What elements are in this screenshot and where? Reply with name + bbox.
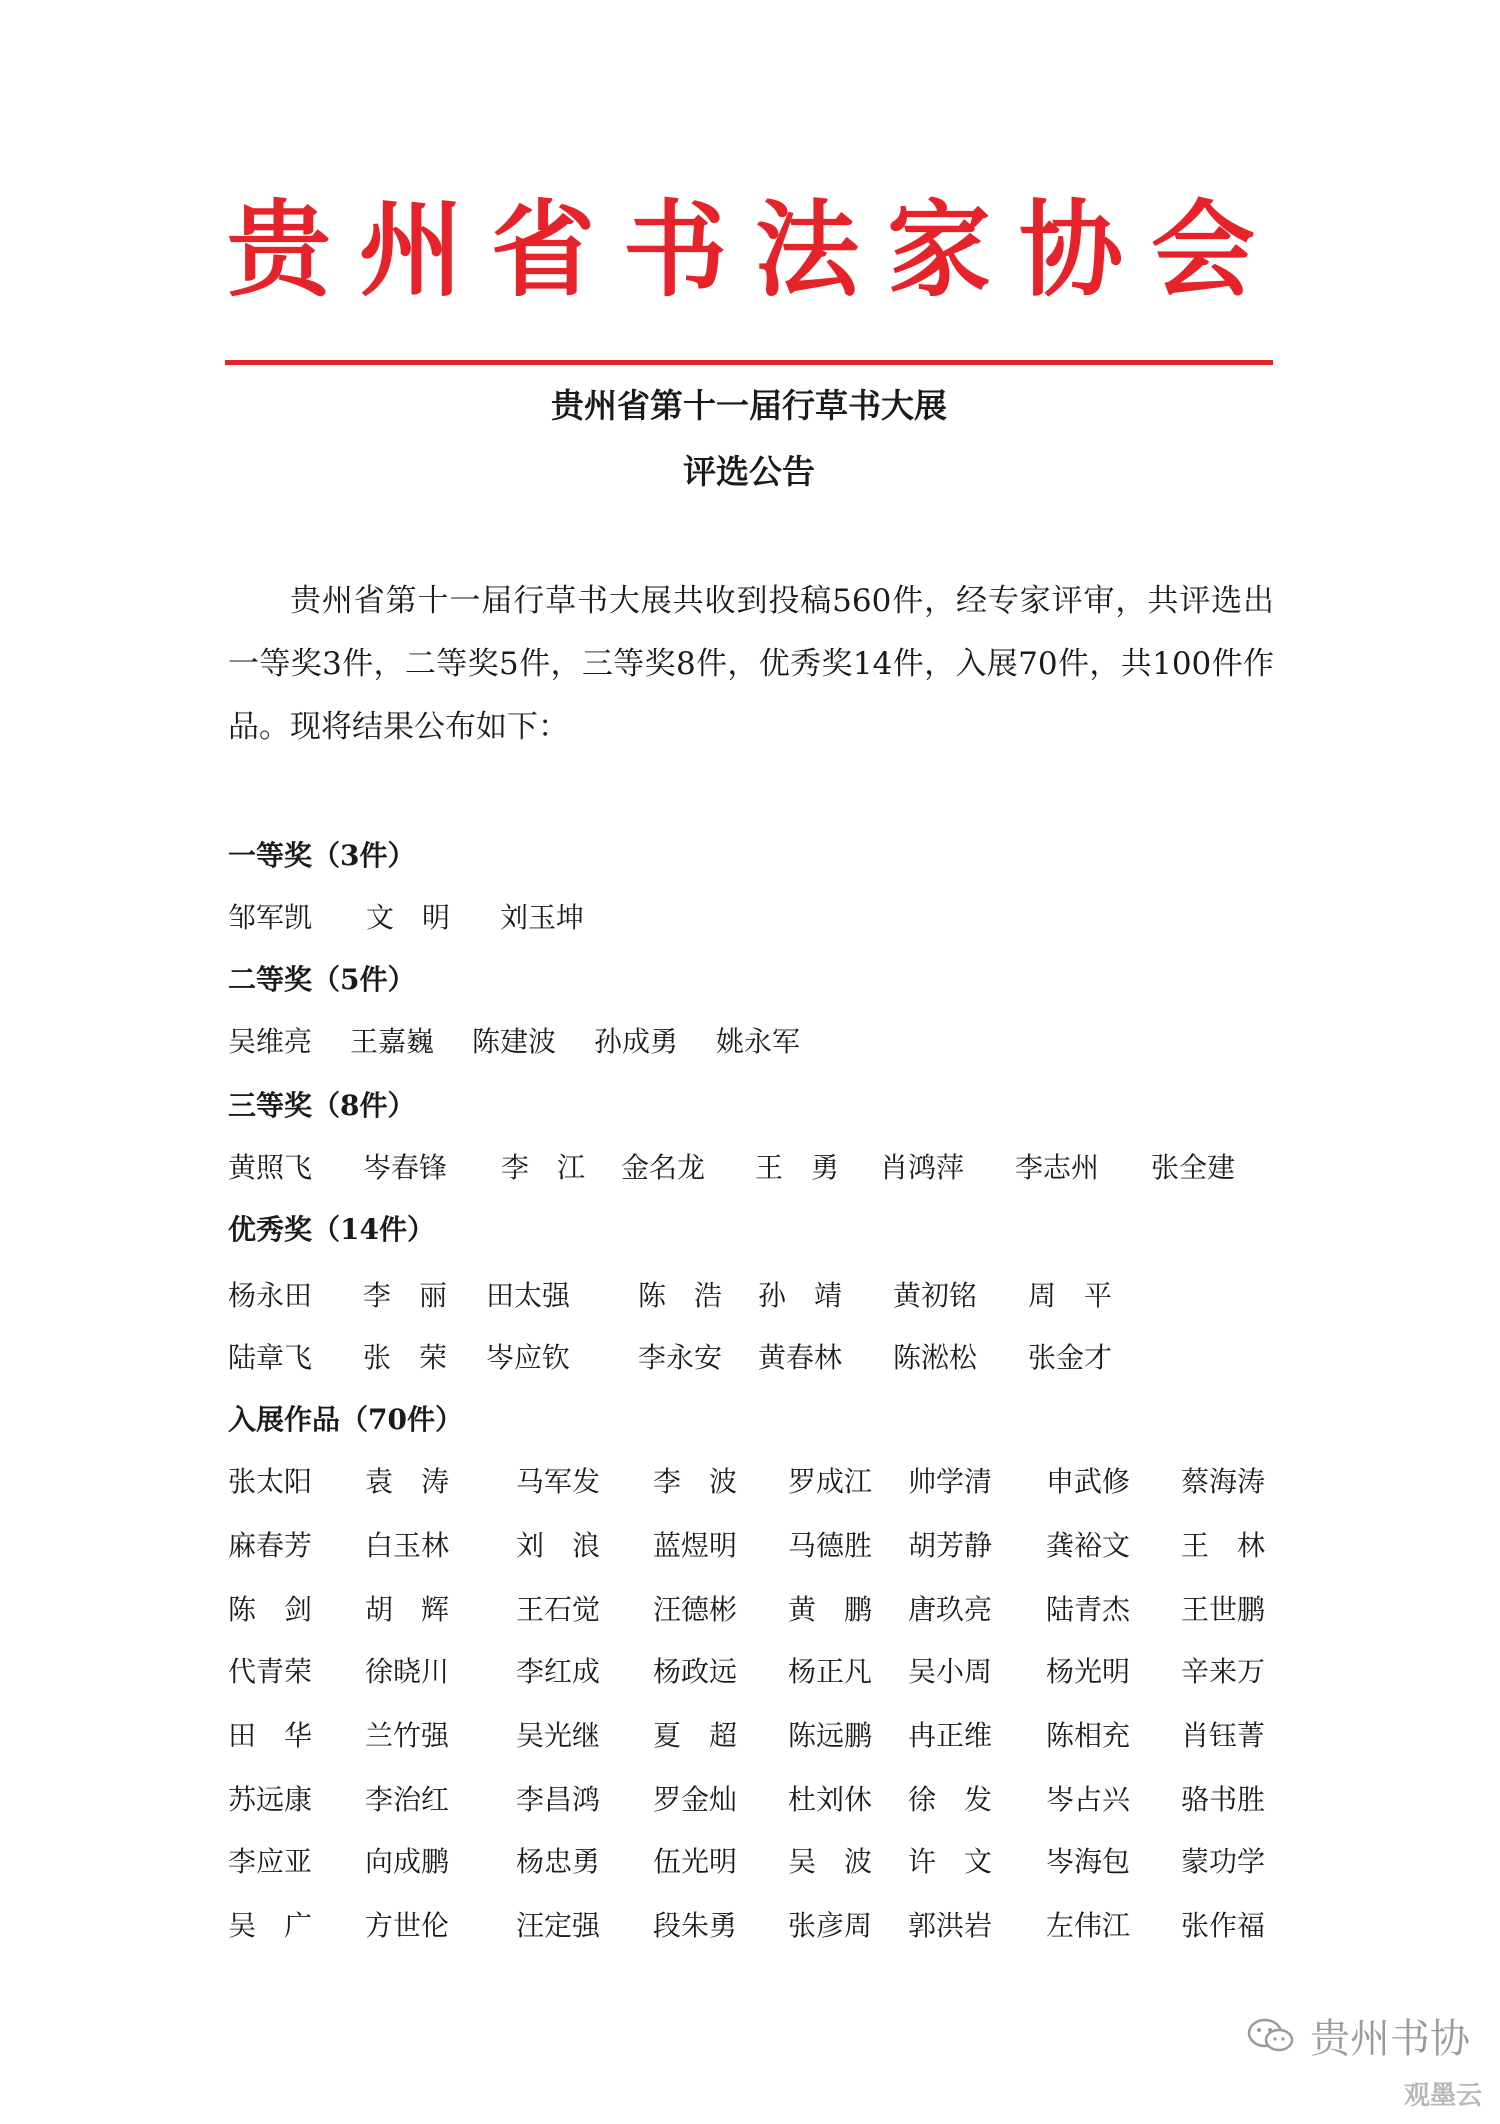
winner-name: 蔡海涛 <box>1181 1465 1266 1498</box>
award-heading-first: 一等奖（3件） <box>228 839 416 872</box>
winner-name: 王世鹏 <box>1181 1593 1266 1626</box>
winner-name: 岑占兴 <box>1046 1783 1131 1816</box>
winner-name: 夏 超 <box>653 1719 738 1752</box>
winner-name: 陈 浩 <box>638 1279 723 1312</box>
winner-name: 胡芳静 <box>908 1529 993 1562</box>
winner-name: 吴光继 <box>516 1719 601 1752</box>
winner-name: 王嘉巍 <box>350 1025 435 1058</box>
winner-name: 杨正凡 <box>788 1655 873 1688</box>
winner-name: 田太强 <box>486 1279 571 1312</box>
winner-name: 肖钰菁 <box>1181 1719 1266 1752</box>
winner-name: 陈建波 <box>472 1025 557 1058</box>
winner-name: 黄 鹏 <box>788 1593 873 1626</box>
award-heading-excellent: 优秀奖（14件） <box>228 1213 435 1246</box>
winner-name: 李 波 <box>653 1465 738 1498</box>
name-row <box>228 1148 1308 1188</box>
winner-name: 陈远鹏 <box>788 1719 873 1752</box>
intro-paragraph <box>228 570 1274 759</box>
winner-name: 杨政远 <box>653 1655 738 1688</box>
winner-name: 李 江 <box>501 1151 586 1184</box>
winner-name: 刘玉坤 <box>500 901 585 934</box>
winner-name: 文 明 <box>366 901 451 934</box>
winner-name: 黄照飞 <box>228 1151 313 1184</box>
winner-name: 张全建 <box>1151 1151 1236 1184</box>
winner-name: 陆青杰 <box>1046 1593 1131 1626</box>
winner-name: 黄春林 <box>758 1341 843 1374</box>
winner-name: 杨光明 <box>1046 1655 1131 1688</box>
winner-name: 黄初铭 <box>893 1279 978 1312</box>
winner-name: 孙成勇 <box>594 1025 679 1058</box>
winner-name: 王 勇 <box>755 1151 840 1184</box>
winner-name: 左伟江 <box>1046 1909 1131 1942</box>
winner-name: 肖鸿萍 <box>880 1151 965 1184</box>
name-row <box>228 1276 1308 1316</box>
winner-name: 吴 波 <box>788 1845 873 1878</box>
winner-name: 吴维亮 <box>228 1025 313 1058</box>
winner-name: 马军发 <box>516 1465 601 1498</box>
winner-name: 吴小周 <box>908 1655 993 1688</box>
winner-name: 蓝煜明 <box>653 1529 738 1562</box>
winner-name: 杜刘休 <box>788 1783 873 1816</box>
winner-name: 陆章飞 <box>228 1341 313 1374</box>
winner-name: 张 荣 <box>363 1341 448 1374</box>
notice-subtitle: 评选公告 <box>683 452 815 491</box>
name-row <box>228 1716 1308 1756</box>
winner-name: 向成鹏 <box>365 1845 450 1878</box>
winner-name: 王 林 <box>1181 1529 1266 1562</box>
name-row <box>228 1780 1308 1820</box>
winner-name: 郭洪岩 <box>908 1909 993 1942</box>
winner-name: 蒙功学 <box>1181 1845 1266 1878</box>
winner-name: 李永安 <box>638 1341 723 1374</box>
winner-name: 袁 涛 <box>365 1465 450 1498</box>
name-row <box>228 1842 1308 1882</box>
winner-name: 陈淞松 <box>893 1341 978 1374</box>
winner-name: 张彦周 <box>788 1909 873 1942</box>
winner-name: 许 文 <box>908 1845 993 1878</box>
winner-name: 刘 浪 <box>516 1529 601 1562</box>
winner-name: 帅学清 <box>908 1465 993 1498</box>
winner-name: 汪德彬 <box>653 1593 738 1626</box>
winner-name: 吴 广 <box>228 1909 313 1942</box>
account-name: 贵州书协 <box>1310 2016 1470 2062</box>
winner-name: 马德胜 <box>788 1529 873 1562</box>
winner-name: 杨忠勇 <box>516 1845 601 1878</box>
winner-name: 伍光明 <box>653 1845 738 1878</box>
winner-name: 张太阳 <box>228 1465 313 1498</box>
notice-title: 贵州省第十一届行草书大展 <box>551 386 947 425</box>
winner-name: 段朱勇 <box>653 1909 738 1942</box>
award-heading-selected: 入展作品（70件） <box>228 1403 463 1436</box>
winner-name: 唐玖亮 <box>908 1593 993 1626</box>
award-heading-second: 二等奖（5件） <box>228 963 416 996</box>
winner-name: 岑春锋 <box>363 1151 448 1184</box>
award-heading-third: 三等奖（8件） <box>228 1089 416 1122</box>
winner-name: 李昌鸿 <box>516 1783 601 1816</box>
winner-name: 麻春芳 <box>228 1529 313 1562</box>
winner-name: 汪定强 <box>516 1909 601 1942</box>
winner-name: 徐 发 <box>908 1783 993 1816</box>
intro-text: 贵州省第十一届行草书大展共收到投稿560件，经专家评审，共评选出一等奖3件，二等奖5件，三等奖8件，优秀奖14件，入展70件，共100件作品。现将结果公布如下： <box>228 583 1274 745</box>
winner-name: 岑海包 <box>1046 1845 1131 1878</box>
winner-name: 代青荣 <box>228 1655 313 1688</box>
winner-name: 王石觉 <box>516 1593 601 1626</box>
winner-name: 李红成 <box>516 1655 601 1688</box>
winner-name: 周 平 <box>1028 1279 1113 1312</box>
winner-name: 徐晓川 <box>365 1655 450 1688</box>
winner-name: 骆书胜 <box>1181 1783 1266 1816</box>
winner-name: 陈 剑 <box>228 1593 313 1626</box>
winner-name: 杨永田 <box>228 1279 313 1312</box>
winner-name: 李应亚 <box>228 1845 313 1878</box>
name-row <box>228 1906 1308 1946</box>
name-row <box>228 1590 1308 1630</box>
winner-name: 田 华 <box>228 1719 313 1752</box>
red-divider <box>225 360 1273 365</box>
winner-name: 陈相充 <box>1046 1719 1131 1752</box>
winner-name: 兰竹强 <box>365 1719 450 1752</box>
winner-name: 胡 辉 <box>365 1593 450 1626</box>
winner-name: 邹军凯 <box>228 901 313 934</box>
winner-name: 方世伦 <box>365 1909 450 1942</box>
name-row <box>228 1462 1308 1502</box>
winner-name: 罗成江 <box>788 1465 873 1498</box>
name-row <box>228 1652 1308 1692</box>
wechat-account <box>1246 2007 1470 2064</box>
winner-name: 冉正维 <box>908 1719 993 1752</box>
winner-name: 辛来万 <box>1181 1655 1266 1688</box>
winner-name: 金名龙 <box>621 1151 706 1184</box>
winner-name: 张作福 <box>1181 1909 1266 1942</box>
winner-name: 李志州 <box>1015 1151 1100 1184</box>
winner-name: 龚裕文 <box>1046 1529 1131 1562</box>
winner-name: 岑应钦 <box>486 1341 571 1374</box>
name-row <box>228 1526 1308 1566</box>
name-row <box>228 1338 1308 1378</box>
winner-name: 姚永军 <box>716 1025 801 1058</box>
winner-name: 苏远康 <box>228 1783 313 1816</box>
org-title: 贵州省书法家协会 <box>226 189 1283 311</box>
watermark: 观墨云 <box>1403 2081 1482 2111</box>
winner-name: 白玉林 <box>365 1529 450 1562</box>
winner-name: 孙 靖 <box>758 1279 843 1312</box>
name-row <box>228 898 1308 938</box>
winner-name: 李治红 <box>365 1783 450 1816</box>
winner-name: 张金才 <box>1028 1341 1113 1374</box>
name-row <box>228 1022 1308 1062</box>
winner-name: 申武修 <box>1046 1465 1131 1498</box>
winner-name: 罗金灿 <box>653 1783 738 1816</box>
winner-name: 李 丽 <box>363 1279 448 1312</box>
wechat-icon <box>1246 2016 1296 2056</box>
